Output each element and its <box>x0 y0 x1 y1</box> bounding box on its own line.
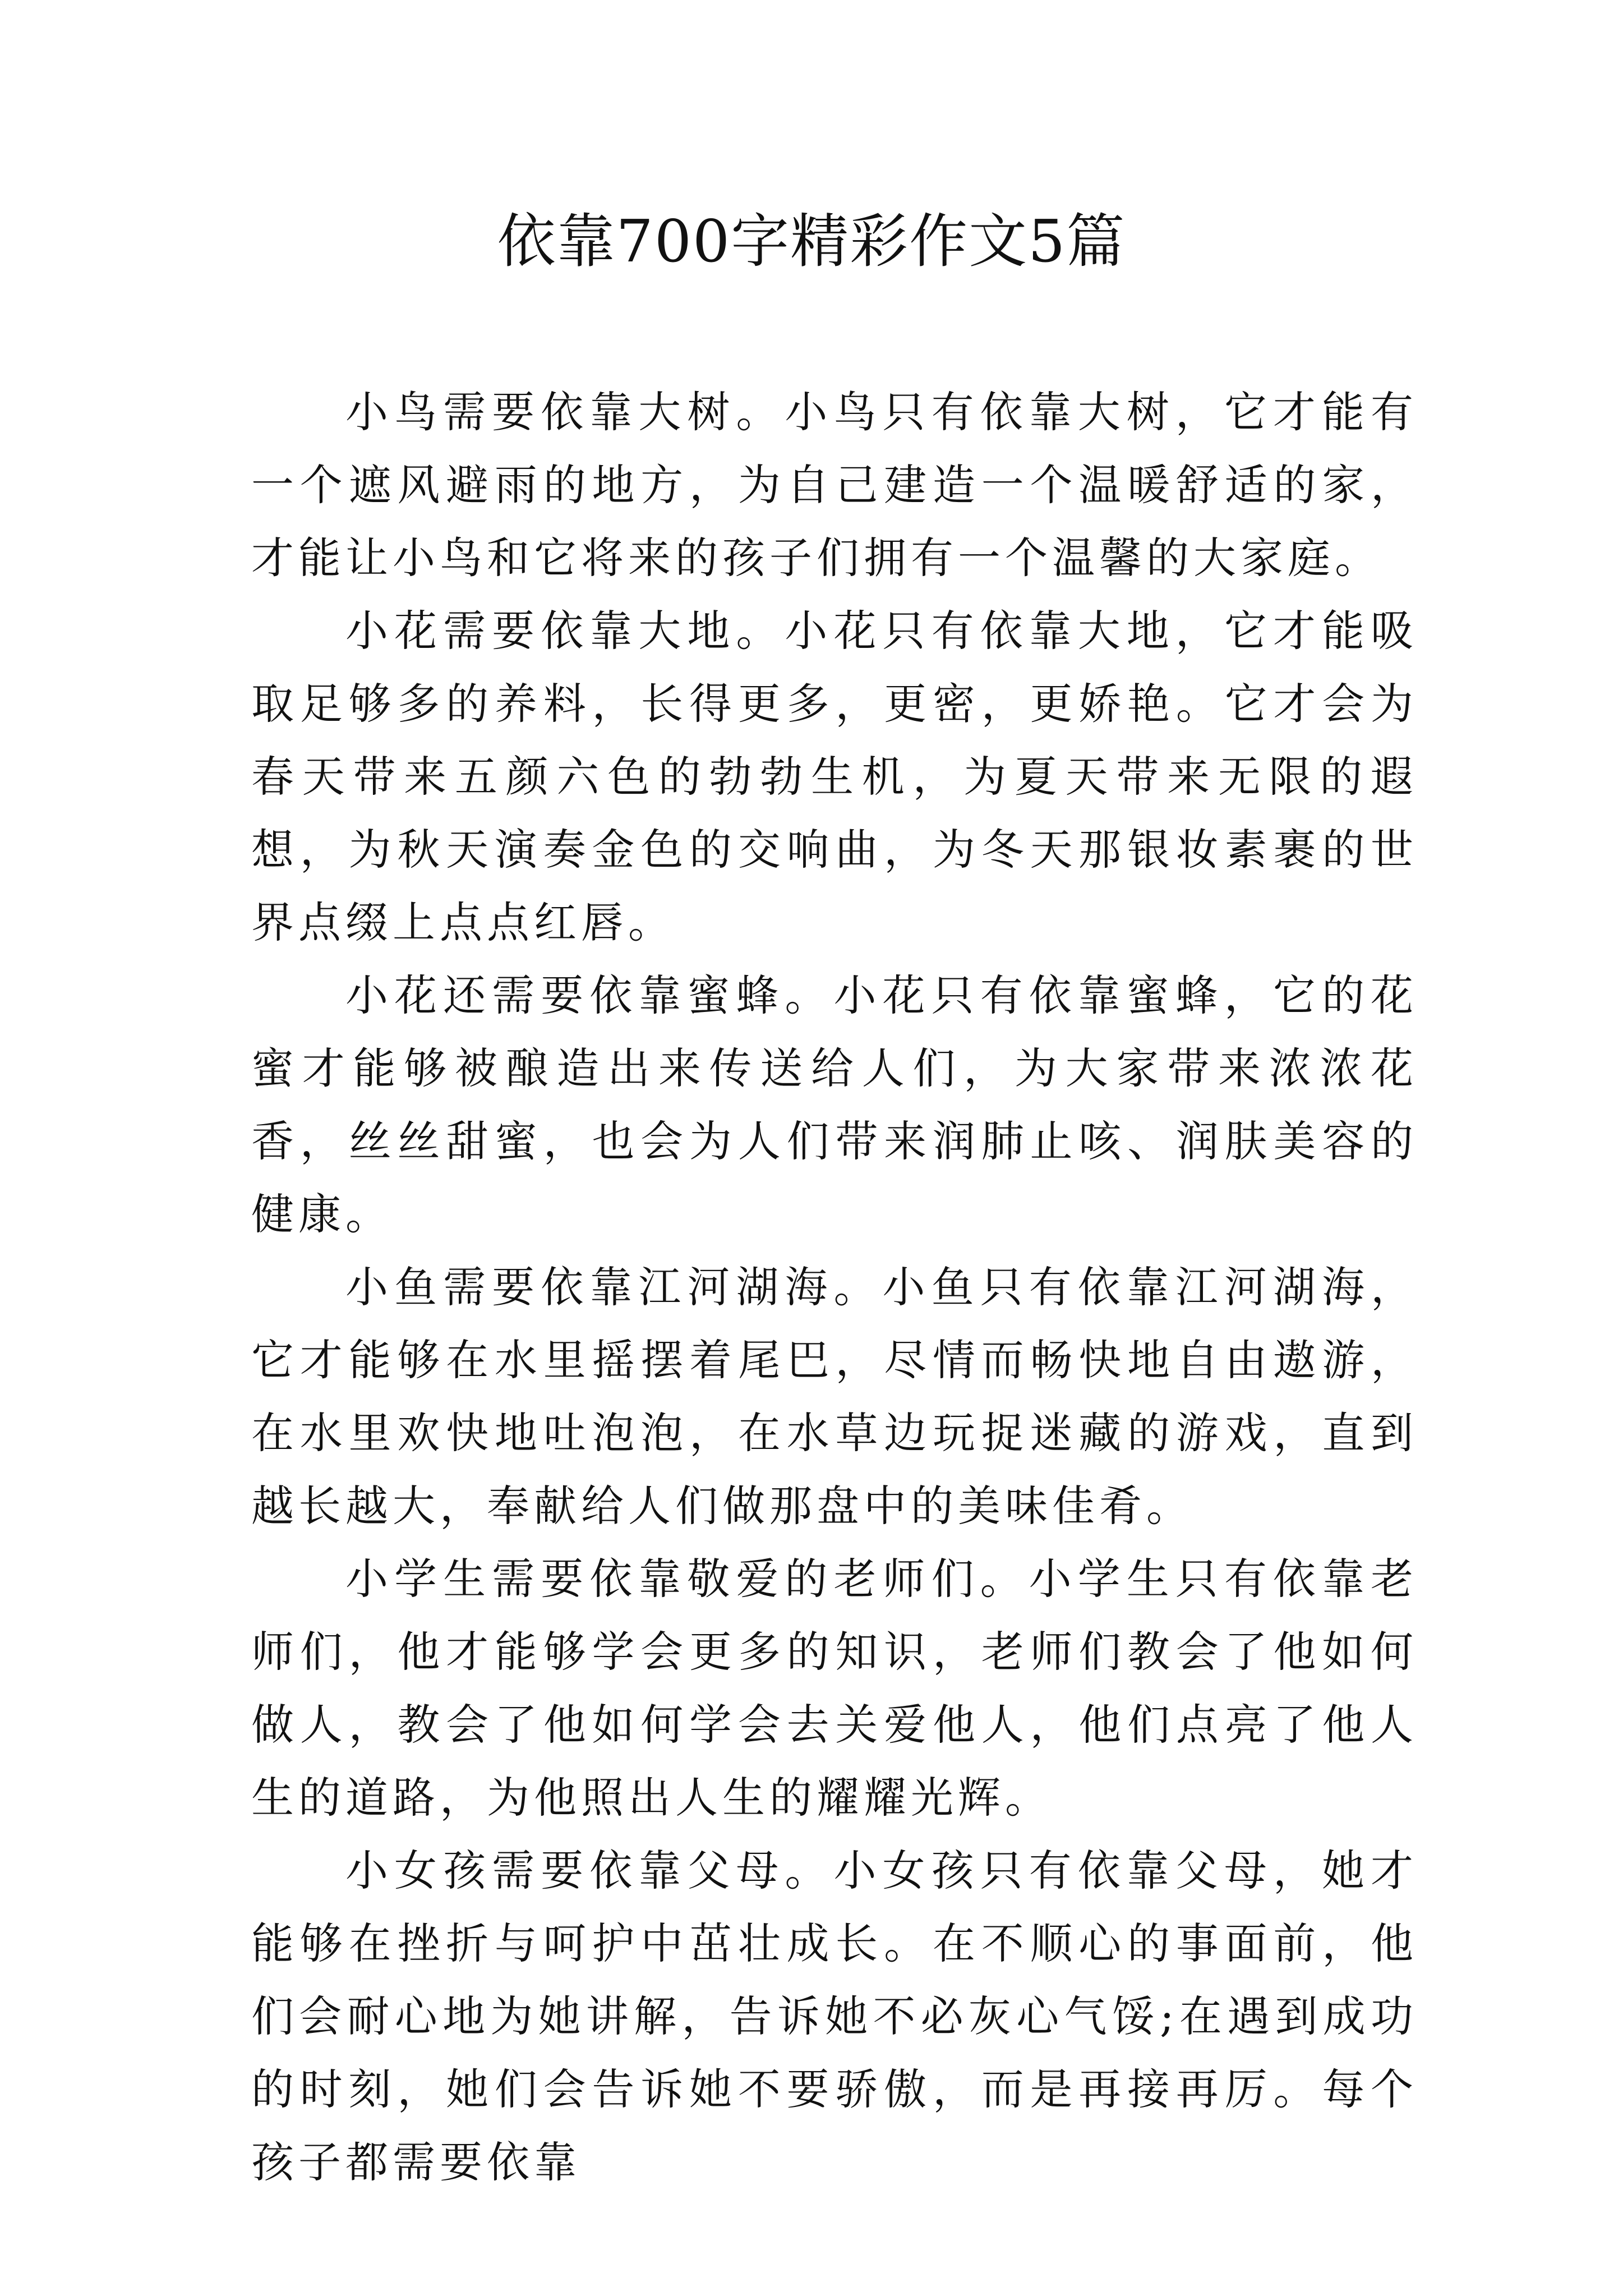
document-body <box>251 376 1418 2199</box>
paragraph-4: 小鱼需要依靠江河湖海。小鱼只有依靠江河湖海，它才能够在水里摇摆着尾巴，尽情而畅快地自由遨游，在水里欢快地吐泡泡，在水草边玩捉迷藏的游戏，直到越长越大，奉献给人们做那盘中的美味佳肴。 <box>251 1262 1418 1531</box>
paragraph-6: 小女孩需要依靠父母。小女孩只有依靠父母，她才能够在挫折与呵护中茁壮成长。在不顺心的事面前，他们会耐心地为她讲解，告诉她不必灰心气馁;在遇到成功的时刻，她们会告诉她不要骄傲，而是再接再厉。每个孩子都需要依靠 <box>251 1846 1418 2187</box>
paragraph-5: 小学生需要依靠敬爱的老师们。小学生只有依靠老师们，他才能够学会更多的知识，老师们教会了他如何做人，教会了他如何学会去关爱他人，他们点亮了他人生的道路，为他照出人生的耀耀光辉。 <box>251 1554 1418 1823</box>
paragraph-2: 小花需要依靠大地。小花只有依靠大地，它才能吸取足够多的养料，长得更多，更密，更娇艳。它才会为春天带来五颜六色的勃勃生机，为夏天带来无限的遐想，为秋天演奏金色的交响曲，为冬天那银妆素裹的世界点缀上点点红唇。 <box>251 606 1418 947</box>
document-title: 依靠700字精彩作文5篇 <box>497 207 1126 275</box>
paragraph-1: 小鸟需要依靠大树。小鸟只有依靠大树，它才能有一个遮风避雨的地方，为自己建造一个温暖舒适的家，才能让小鸟和它将来的孩子们拥有一个温馨的大家庭。 <box>251 387 1418 583</box>
paragraph-3: 小花还需要依靠蜜蜂。小花只有依靠蜜蜂，它的花蜜才能够被酿造出来传送给人们，为大家带来浓浓花香，丝丝甜蜜，也会为人们带来润肺止咳、润肤美容的健康。 <box>251 970 1418 1239</box>
